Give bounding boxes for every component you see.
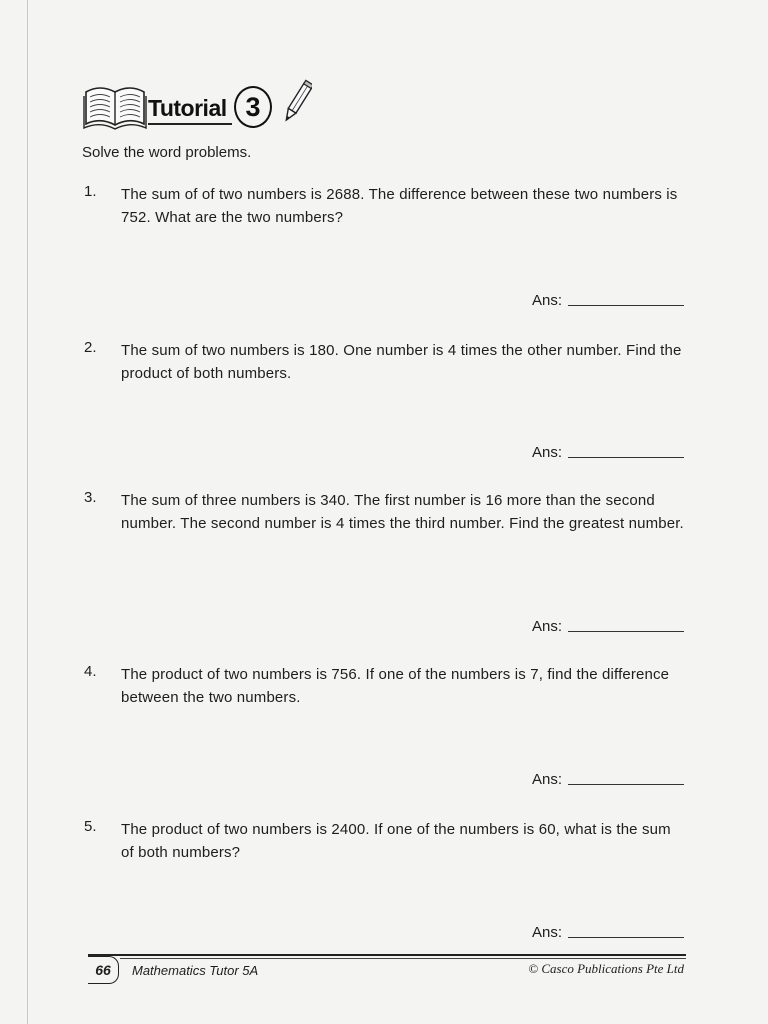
answer-3 (532, 618, 684, 635)
open-book-icon (82, 80, 148, 132)
answer-4 (532, 771, 684, 788)
answer-label: Ans: (531, 292, 562, 309)
answer-blank[interactable] (568, 631, 684, 632)
question-number: 1. (84, 183, 97, 200)
tutorial-number-badge: 3 (234, 86, 272, 128)
question-text: The sum of three numbers is 340. The first number is 16 more than the second number. The second number is 4 times the third number. Find the greatest number. (121, 492, 684, 532)
question-text: The sum of two numbers is 180. One number is 4 times the other number. Find the product of both numbers. (121, 342, 682, 382)
question-text: The product of two numbers is 756. If one of the numbers is 7, find the difference between the two numbers. (121, 666, 670, 706)
question-number: 4. (84, 663, 97, 680)
answer-label: Ans: (531, 618, 562, 635)
question-number: 5. (84, 818, 97, 835)
question-number: 3. (84, 489, 97, 506)
footer-rule-thin (120, 958, 686, 959)
tutorial-header (82, 78, 322, 134)
question-text: The product of two numbers is 2400. If one of the numbers is 60, what is the sum of both numbers? (121, 821, 671, 861)
answer-label: Ans: (531, 771, 562, 788)
answer-1 (532, 292, 684, 309)
answer-label: Ans: (531, 444, 562, 461)
tutorial-title: Tutorial (148, 95, 227, 121)
answer-blank[interactable] (568, 937, 684, 938)
answer-2 (532, 444, 684, 461)
answer-blank[interactable] (568, 305, 684, 306)
page-edge (27, 0, 28, 1024)
answer-blank[interactable] (568, 784, 684, 785)
question-number: 2. (84, 339, 97, 356)
question-text: The sum of of two numbers is 2688. The difference between these two numbers is 752. What are the two numbers? (121, 186, 678, 226)
answer-5 (532, 924, 684, 941)
instruction-text: Solve the word problems. (82, 144, 252, 161)
page-number: 66 (88, 956, 119, 984)
answer-label: Ans: (531, 924, 562, 941)
publisher-credit: © Casco Publications Pte Ltd (528, 961, 684, 976)
footer-rule (88, 954, 686, 956)
pencil-icon (282, 78, 312, 126)
book-title: Mathematics Tutor 5A (132, 963, 259, 978)
title-underline (148, 123, 232, 125)
answer-blank[interactable] (568, 457, 684, 458)
